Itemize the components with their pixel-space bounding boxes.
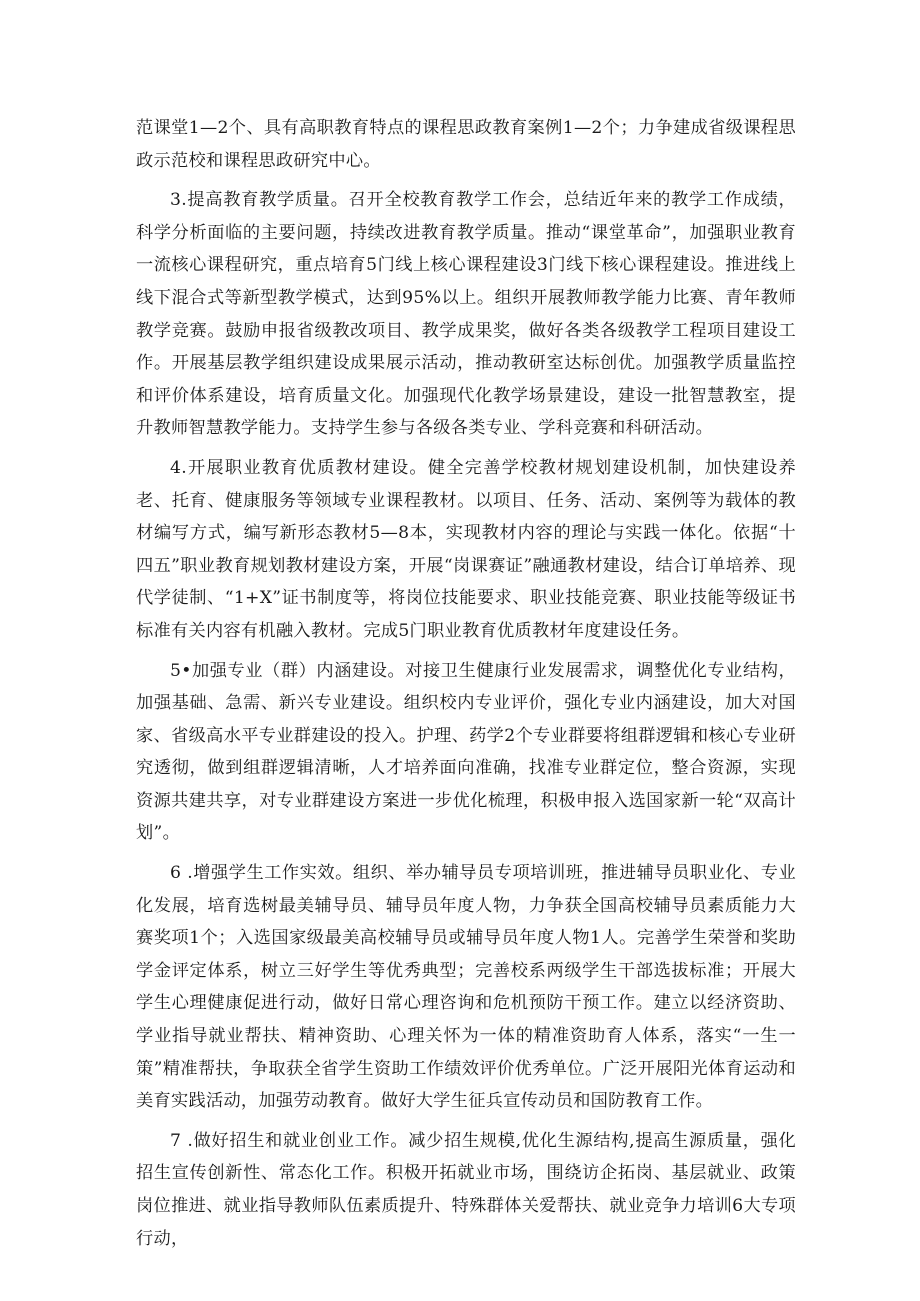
paragraph-item-7-enrollment-employment: 7 .做好招生和就业创业工作。减少招生规模,优化生源结构,提高生源质量，强化招生宣传创新性、常态化工作。积极开拓就业市场，围绕访企拓岗、基层就业、政策岗位推进、就业指导教师队伍素质提升、特殊群体关爱帮扶、就业竞争力培训6大专项行动， — [136, 1130, 796, 1249]
paragraph-item-5-specialty-construction: 5•加强专业（群）内涵建设。对接卫生健康行业发展需求，调整优化专业结构，加强基础、急需、新兴专业建设。组织校内专业评价，强化专业内涵建设，加大对国家、省级高水平专业群建设的投入。护理、药学2个专业群要将组群逻辑和核心专业研究透彻，做到组群逻辑清晰，人才培养面向准确，找准专业群定位，整合资源，实现资源共建共享，对专业群建设方案进一步优化梳理，积极申报入选国家新一轮“双高计划”。 — [136, 660, 796, 844]
paragraph-item-4-textbook-construction: 4.开展职业教育优质教材建设。健全完善学校教材规划建设机制，加快建设养老、托育、健康服务等领域专业课程教材。以项目、任务、活动、案例等为载体的教材编写方式，编写新形态教材5—8本，实现教材内容的理论与实践一体化。依据“十四五”职业教育规划教材建设方案，开展“岗课赛证”融通教材建设，结合订单培养、现代学徒制、“1+X”证书制度等，将岗位技能要求、职业技能竞赛、职业技能等级证书标准有关内容有机融入教材。完成5门职业教育优质教材年度建设任务。 — [136, 457, 796, 641]
document-page — [136, 112, 796, 1262]
paragraph-item-3-teaching-quality: 3.提高教育教学质量。召开全校教育教学工作会，总结近年来的教学工作成绩，科学分析面临的主要问题，持续改进教育教学质量。推动“课堂革命”，加强职业教育一流核心课程研究，重点培育5门线上核心课程建设3门线下核心课程建设。推进线上线下混合式等新型教学模式，达到95%以上。组织开展教师教学能力比赛、青年教师教学竞赛。鼓励申报省级教改项目、教学成果奖，做好各类各级教学工程项目建设工作。开展基层教学组织建设成果展示活动，推动教研室达标创优。加强教学质量监控和评价体系建设，培育质量文化。加强现代化教学场景建设，建设一批智慧教室，提升教师智慧教学能力。支持学生参与各级各类专业、学科竞赛和科研活动。 — [136, 190, 796, 439]
paragraph-item-6-student-work: 6 .增强学生工作实效。组织、举办辅导员专项培训班，推进辅导员职业化、专业化发展，培育选树最美辅导员、辅导员年度人物，力争获全国高校辅导员素质能力大赛奖项1个；入选国家级最美高校辅导员或辅导员年度人物1人。完善学生荣誉和奖助学金评定体系，树立三好学生等优秀典型；完善校系两级学生干部选拔标准；开展大学生心理健康促进行动，做好日常心理咨询和危机预防干预工作。建立以经济资助、学业指导就业帮扶、精神资助、心理关怀为一体的精准资助育人体系，落实“一生一策”精准帮扶，争取获全省学生资助工作绩效评价优秀单位。广泛开展阳光体育运动和美育实践活动，加强劳动教育。做好大学生征兵宣传动员和国防教育工作。 — [136, 863, 796, 1112]
paragraph-continuation: 范课堂1—2个、具有高职教育特点的课程思政教育案例1—2个；力争建成省级课程思政示范校和课程思政研究中心。 — [136, 118, 796, 171]
